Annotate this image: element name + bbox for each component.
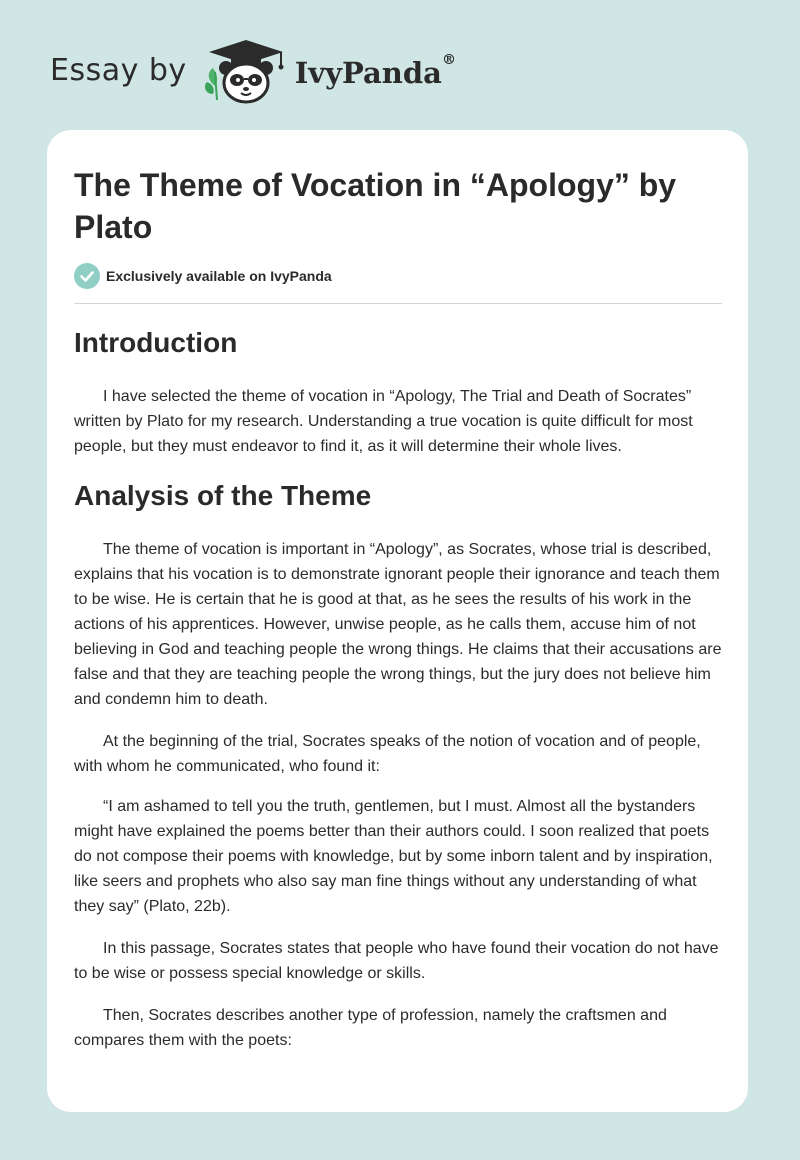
quote-paragraph: “I am ashamed to tell you the truth, gentlemen, but I must. Almost all the bystanders might have explained the poems better than their authors could. I soon realized that poets do not compose their poems with knowledge, but by some inborn talent and by inspiration, like seers and prophets who also say man fine things without any understanding of what they say” (Plato, 22b). [74,798,713,915]
panda-graduate-icon[interactable] [201,36,291,108]
check-circle-icon [74,263,100,289]
section-heading-analysis: Analysis of the Theme [74,480,372,511]
registered-mark: ® [441,52,456,68]
paragraph: Then, Socrates describes another type of profession, namely the craftsmen and compares them with the poets: [74,1007,667,1049]
site-header [50,36,456,108]
badge-text: Exclusively available on IvyPanda [106,268,332,284]
divider [74,303,722,304]
exclusive-badge [74,263,332,289]
essay-by-label: Essay by [50,52,187,88]
brand-name-text: IvyPanda [294,56,442,90]
section-heading-introduction: Introduction [74,327,238,358]
paragraph: I have selected the theme of vocation in “Apology, The Trial and Death of Socrates” written by Plato for my research. Understanding a true vocation is quite difficult for most people, but they must endeavor to find it, as it will determine their whole lives. [74,388,693,455]
essay-card [47,130,748,1112]
paragraph: The theme of vocation is important in “Apology”, as Socrates, whose trial is described, explains that his vocation is to demonstrate ignorant people their ignorance and teach them to be wise. He is certain that he is good at that, as he sees the results of his work in the actions of his apprentices. However, unwise people, as he calls them, accuse him of not believing in God and teaching people the wrong things. He claims that their accusations are false and that they are teaching people the wrong things, but the jury does not believe him and condemn him to death. [74,541,722,708]
page-title: The Theme of Vocation in “Apology” by Plato [74,167,677,245]
brand-name[interactable] [294,52,456,90]
paragraph: In this passage, Socrates states that people who have found their vocation do not have to be wise or possess special knowledge or skills. [74,940,719,982]
paragraph: At the beginning of the trial, Socrates speaks of the notion of vocation and of people, with whom he communicated, who found it: [74,733,701,775]
